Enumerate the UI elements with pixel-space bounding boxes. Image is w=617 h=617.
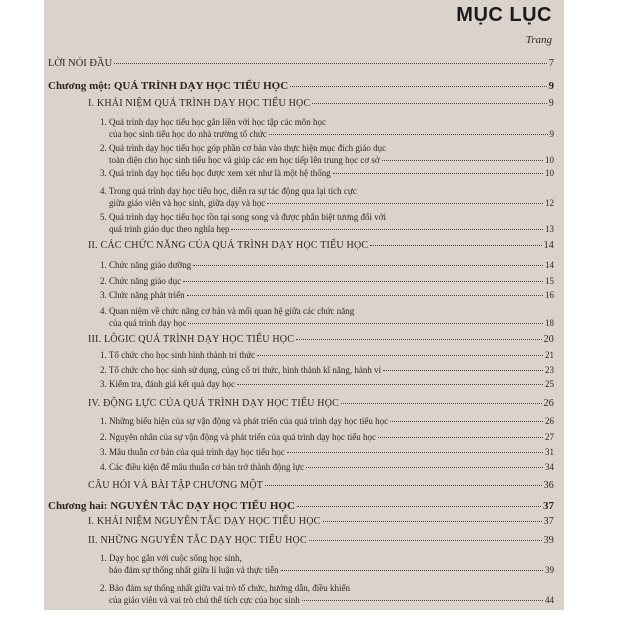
toc-entry-text: 5. Quá trình dạy học tiểu học tồn tại song song và được phân biệt tương đối với: [100, 212, 386, 222]
toc-entry-continuation: của quá trình dạy học: [109, 318, 187, 328]
dot-leader: [188, 323, 543, 324]
toc-entry-text: 2. Tổ chức cho học sinh sử dụng, củng cố tri thức, hình thành kĩ năng, hành vi: [100, 365, 382, 375]
dot-leader: [302, 600, 543, 601]
toc-entry-text: II. CÁC CHỨC NĂNG CỦA QUÁ TRÌNH DẠY HỌC TIỂU HỌC: [88, 240, 369, 251]
toc-page-number: 9: [549, 129, 554, 139]
toc-entry-text: Chương hai: NGUYÊN TẮC DẠY HỌC TIỂU HỌC: [48, 500, 295, 512]
toc-page-number: 9: [548, 80, 554, 92]
toc-entry: [109, 224, 554, 234]
toc-page-number: 37: [543, 500, 554, 512]
toc-page-number: 18: [545, 318, 554, 328]
toc-entry-text: 1. Quá trình dạy học tiểu học gắn liền với học tập các môn học: [100, 117, 326, 127]
dot-leader: [341, 403, 542, 404]
dot-leader: [297, 506, 541, 507]
toc-entry: [109, 129, 554, 139]
dot-leader: [187, 295, 543, 296]
toc-page-number: 26: [545, 416, 554, 426]
toc-page-number: 14: [543, 240, 554, 251]
dot-leader: [183, 281, 543, 282]
toc-entry: [88, 535, 554, 546]
toc-entry-continuation: quá trình giáo dục theo nghĩa hẹp: [109, 224, 230, 234]
toc-page-number: 31: [545, 447, 554, 457]
toc-entry-text: LỜI NÓI ĐẦU: [48, 58, 113, 69]
toc-entry: [100, 432, 554, 442]
toc-entry: [100, 276, 554, 286]
toc-entry: [100, 379, 554, 389]
toc-entry: [100, 416, 554, 426]
toc-entry: [109, 318, 554, 328]
dot-leader: [382, 160, 543, 161]
toc-page-number: 21: [545, 350, 554, 360]
toc-page-number: 39: [543, 535, 554, 546]
toc-entry-text: 2. Nguyên nhân của sự vận động và phát triển của quá trình dạy học tiểu học: [100, 432, 377, 442]
dot-leader: [231, 229, 543, 230]
toc-page-number: 26: [543, 398, 554, 409]
toc-page-number: 13: [545, 224, 554, 234]
toc-page-number: 16: [545, 290, 554, 300]
toc-entry-text: 1. Những biểu hiện của sự vận động và phát triển của quá trình dạy học tiểu học: [100, 416, 389, 426]
dot-leader: [237, 384, 543, 385]
toc-entry-text: 4. Các điều kiện để mâu thuẫn cơ bản trở thành động lực: [100, 462, 305, 472]
toc-page-number: 27: [545, 432, 554, 442]
toc-entry: [100, 365, 554, 375]
toc-entry: [100, 168, 554, 178]
toc-entry: [48, 500, 554, 512]
toc-entry-text: 3. Mâu thuẫn cơ bản của quá trình dạy học tiểu học: [100, 447, 285, 457]
page-title: MỤC LỤC: [456, 4, 552, 26]
dot-leader: [290, 86, 546, 87]
toc-entry: [48, 58, 554, 69]
toc-page-number: 39: [545, 565, 554, 575]
toc-entry-text: CÂU HỎI VÀ BÀI TẬP CHƯƠNG MỘT: [88, 480, 264, 491]
toc-entry-text: 3. Quá trình dạy học tiểu học được xem xét như là một hệ thống: [100, 168, 331, 178]
toc-page-number: 36: [543, 480, 554, 491]
toc-entry-continuation: của học sinh tiểu học do nhà trường tổ chức: [109, 129, 267, 139]
toc-page-number: 12: [545, 198, 554, 208]
toc-page-number: 34: [545, 462, 554, 472]
dot-leader: [323, 521, 542, 522]
toc-page-number: 25: [545, 379, 554, 389]
toc-page-number: 10: [545, 155, 554, 165]
dot-leader: [370, 245, 541, 246]
dot-leader: [333, 173, 543, 174]
toc-entry-text: Chương một: QUÁ TRÌNH DẠY HỌC TIỂU HỌC: [48, 80, 289, 92]
toc-entry-text: 2. Chức năng giáo dục: [100, 276, 182, 286]
dot-leader: [287, 452, 543, 453]
toc-entry: [88, 516, 554, 527]
toc-entry: [100, 260, 554, 270]
book-page: [44, 0, 564, 610]
page-column-label: Trang: [525, 34, 552, 46]
toc-page-number: 10: [545, 168, 554, 178]
toc-entry-text: 2. Bảo đảm sự thống nhất giữa vai trò tổ chức, hướng dẫn, điều khiển: [100, 583, 350, 593]
toc-entry-text: 1. Dạy học gắn với cuộc sống học sinh,: [100, 553, 242, 563]
toc-entry-text: 4. Quan niệm về chức năng cơ bản và mối quan hệ giữa các chức năng: [100, 306, 355, 316]
dot-leader: [269, 134, 548, 135]
toc-entry: [88, 240, 554, 251]
toc-entry-text: 3. Chức năng phát triển: [100, 290, 185, 300]
dot-leader: [296, 339, 542, 340]
toc-entry-text: I. KHÁI NIỆM NGUYÊN TẮC DẠY HỌC TIỂU HỌC: [88, 516, 321, 527]
dot-leader: [281, 570, 543, 571]
toc-page-number: 14: [545, 260, 554, 270]
toc-entry-continuation: của giáo viên và vai trò chủ thể tích cực của học sinh: [109, 595, 300, 605]
toc-entry-text: 3. Kiểm tra, đánh giá kết quả dạy học: [100, 379, 235, 389]
toc-page-number: 20: [543, 334, 554, 345]
toc-entry-text: 1. Chức năng giáo dưỡng: [100, 260, 192, 270]
toc-entry-continuation: bảo đảm sự thống nhất giữa lí luận và thực tiễn: [109, 565, 279, 575]
toc-entry: [100, 447, 554, 457]
toc-page-number: 9: [548, 98, 554, 109]
dot-leader: [390, 421, 543, 422]
toc-entry: [109, 565, 554, 575]
toc-entry-continuation: giữa giáo viên và học sinh, giữa dạy và học: [109, 198, 266, 208]
toc-entry: [88, 398, 554, 409]
dot-leader: [378, 437, 543, 438]
toc-entry-text: 2. Quá trình dạy học tiểu học góp phần cơ bản vào thực hiện mục đích giáo dục: [100, 143, 387, 153]
dot-leader: [383, 370, 543, 371]
dot-leader: [114, 63, 547, 64]
toc-page-number: 37: [543, 516, 554, 527]
dot-leader: [267, 203, 543, 204]
dot-leader: [193, 265, 543, 266]
toc-page-number: 7: [548, 58, 554, 69]
toc-entry: [48, 80, 554, 92]
toc-entry: [100, 290, 554, 300]
toc-entry: [100, 462, 554, 472]
toc-entry: [109, 595, 554, 605]
toc-entry-text: II. NHỮNG NGUYÊN TẮC DẠY HỌC TIỂU HỌC: [88, 535, 307, 546]
toc-entry: [88, 334, 554, 345]
toc-entry-text: I. KHÁI NIỆM QUÁ TRÌNH DẠY HỌC TIỂU HỌC: [88, 98, 311, 109]
toc-page-number: 44: [545, 595, 554, 605]
toc-entry-text: IV. ĐỘNG LỰC CỦA QUÁ TRÌNH DẠY HỌC TIỂU HỌC: [88, 398, 339, 409]
dot-leader: [265, 485, 542, 486]
toc-entry-text: 4. Trong quá trình dạy học tiểu học, diễn ra sự tác động qua lại tích cực: [100, 186, 357, 196]
dot-leader: [312, 103, 546, 104]
toc-entry: [88, 480, 554, 491]
dot-leader: [309, 540, 542, 541]
toc-entry-continuation: toàn diện cho học sinh tiểu học và giúp các em học tiếp lên trung học cơ sở: [109, 155, 380, 165]
toc-entry: [88, 98, 554, 109]
toc-entry-text: III. LÔGIC QUÁ TRÌNH DẠY HỌC TIỂU HỌC: [88, 334, 295, 345]
toc-entry: [109, 198, 554, 208]
toc-page-number: 15: [545, 276, 554, 286]
dot-leader: [306, 467, 543, 468]
toc-entry-text: 1. Tổ chức cho học sinh hình thành tri thức: [100, 350, 256, 360]
toc-entry: [109, 155, 554, 165]
toc-page-number: 23: [545, 365, 554, 375]
toc-entry: [100, 350, 554, 360]
dot-leader: [257, 355, 543, 356]
